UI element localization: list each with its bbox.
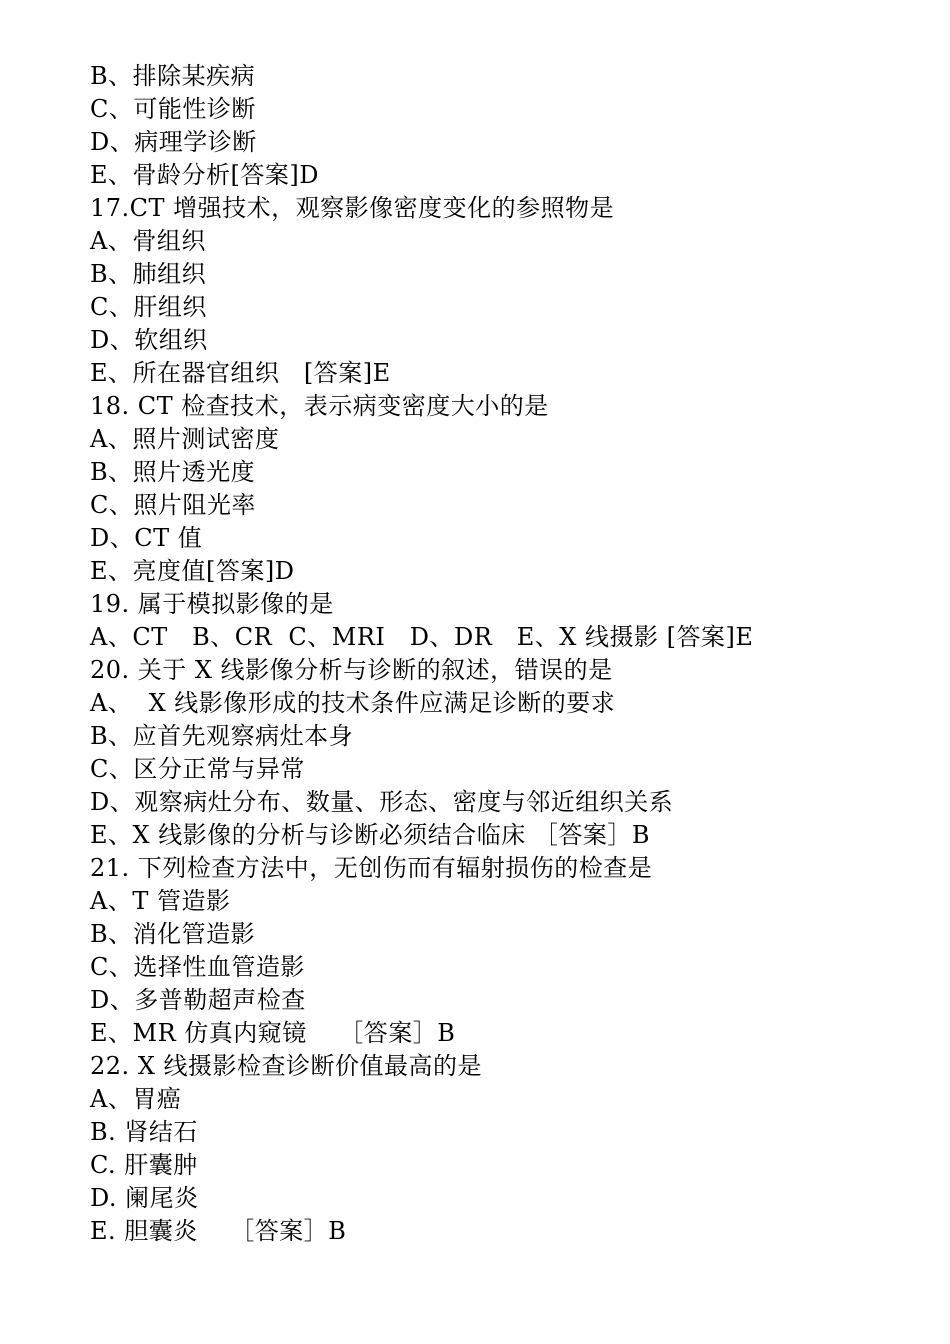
option-21-a: A、T 管造影: [90, 887, 231, 915]
option-16-e-answer: E、骨龄分析[答案]D: [90, 161, 319, 189]
option-20-d: D、观察病灶分布、数量、形态、密度与邻近组织关系: [90, 788, 674, 816]
option-16-b: B、排除某疾病: [90, 62, 256, 90]
option-16-d: D、病理学诊断: [90, 128, 257, 156]
option-16-c: C、可能性诊断: [90, 95, 256, 123]
option-17-c: C、肝组织: [90, 293, 207, 321]
option-21-e-answer: E、MR 仿真内窥镜 ［答案］B: [90, 1019, 456, 1047]
option-20-a: A、 X 线影像形成的技术条件应满足诊断的要求: [90, 689, 616, 717]
option-18-d: D、CT 值: [90, 524, 203, 552]
question-21: 21. 下列检查方法中，无创伤而有辐射损伤的检查是: [90, 854, 653, 882]
question-18: 18. CT 检查技术，表示病变密度大小的是: [90, 392, 549, 420]
question-17: 17.CT 增强技术，观察影像密度变化的参照物是: [90, 194, 615, 222]
option-20-e-answer: E、X 线影像的分析与诊断必须结合临床 ［答案］B: [90, 821, 650, 849]
option-20-c: C、区分正常与异常: [90, 755, 305, 783]
question-19: 19. 属于模拟影像的是: [90, 590, 334, 618]
option-22-a: A、胃癌: [90, 1085, 182, 1113]
option-22-b: B. 肾结石: [90, 1118, 198, 1146]
option-22-c: C. 肝囊肿: [90, 1151, 198, 1179]
option-21-b: B、消化管造影: [90, 920, 256, 948]
option-21-d: D、多普勒超声检查: [90, 986, 306, 1014]
option-20-b: B、应首先观察病灶本身: [90, 722, 354, 750]
option-18-b: B、照片透光度: [90, 458, 256, 486]
option-22-e-answer: E. 胆囊炎 ［答案］B: [90, 1217, 347, 1245]
option-17-e-answer: E、所在器官组织 [答案]E: [90, 359, 391, 387]
option-22-d: D. 阑尾炎: [90, 1184, 199, 1212]
document-page: [90, 60, 910, 1248]
question-22: 22. X 线摄影检查诊断价值最高的是: [90, 1052, 483, 1080]
option-21-c: C、选择性血管造影: [90, 953, 305, 981]
option-17-a: A、骨组织: [90, 227, 206, 255]
option-18-c: C、照片阻光率: [90, 491, 256, 519]
option-17-b: B、肺组织: [90, 260, 207, 288]
option-18-a: A、照片测试密度: [90, 425, 280, 453]
option-18-e-answer: E、亮度值[答案]D: [90, 557, 295, 585]
option-17-d: D、软组织: [90, 326, 208, 354]
question-20: 20. 关于 X 线影像分析与诊断的叙述，错误的是: [90, 656, 613, 684]
options-19-answer: A、CT B、CR C、MRI D、DR E、X 线摄影 [答案]E: [90, 623, 754, 651]
